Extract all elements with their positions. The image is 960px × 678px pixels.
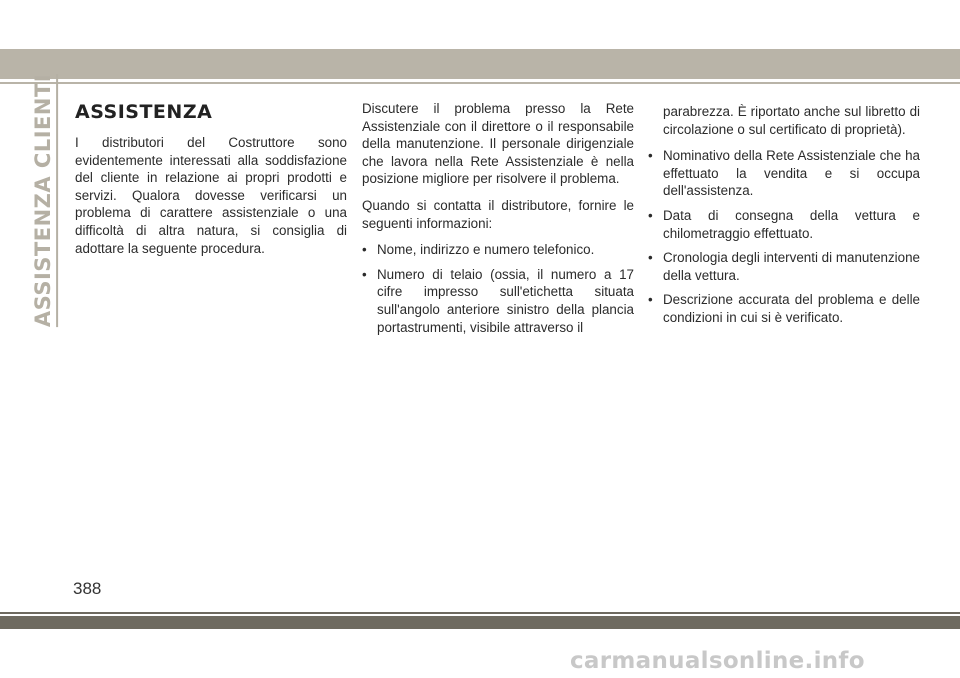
column-right xyxy=(648,103,920,334)
bullet-icon: • xyxy=(362,266,367,282)
list-item xyxy=(648,249,920,284)
section-heading: ASSISTENZA xyxy=(75,101,213,123)
list-item xyxy=(362,266,634,336)
top-header-band xyxy=(0,49,960,79)
list-item-text: Descrizione accurata del problema e delle condizioni in cui si è verificato. xyxy=(663,292,920,325)
watermark-text: carmanualsonline.info xyxy=(570,648,865,674)
list-item-text: Cronologia degli interventi di manutenzione della vettura. xyxy=(663,250,920,283)
bottom-footer-rule xyxy=(0,612,960,614)
section-side-tab-label: ASSISTENZA CLIENTI xyxy=(32,73,59,326)
info-list-part-2 xyxy=(648,103,920,327)
bullet-icon: • xyxy=(648,148,653,164)
column-middle xyxy=(362,100,634,336)
list-item xyxy=(648,207,920,242)
list-item-text: Data di consegna della vettura e chilometraggio effettuato. xyxy=(663,207,920,241)
bullet-icon: • xyxy=(648,207,653,223)
list-item-text: Numero di telaio (ossia, il numero a 17 cifre impresso sull'etichetta situata sull'angolo anteriore sinistro della plancia portastrumenti, visibile attraverso il xyxy=(377,266,634,335)
bullet-icon: • xyxy=(362,242,367,258)
list-item xyxy=(648,147,920,200)
list-item xyxy=(648,291,920,326)
intro-paragraph: I distributori del Costruttore sono evidentemente interessati alla soddisfazione del cliente in relazione ai propri prodotti e servizi. Qualora dovesse verificarsi un problema di carattere assistenziale o una difficoltà di altra natura, si consiglia di adottare la seguente procedura. xyxy=(75,135,347,256)
list-item-text: parabrezza. È riportato anche sul libretto di circolazione o sul certificato di proprietà). xyxy=(663,104,920,137)
top-header-rule xyxy=(0,82,960,84)
bottom-footer-band xyxy=(0,616,960,629)
info-list-part-1 xyxy=(362,241,634,336)
section-side-tab xyxy=(30,73,60,327)
list-item xyxy=(362,241,634,259)
column-left xyxy=(75,100,347,266)
bullet-icon: • xyxy=(648,250,653,266)
discussion-paragraph: Discutere il problema presso la Rete Assistenziale con il direttore o il responsabile della manutenzione. Il personale dirigenziale che lavora nella Rete Assistenziale è nella posizione migliore per risolvere il problema. xyxy=(362,101,634,187)
page-number: 388 xyxy=(73,579,102,598)
list-item-text: Nome, indirizzo e numero telefonico. xyxy=(377,242,595,258)
list-item-text: Nominativo della Rete Assistenziale che ha effettuato la vendita e si occupa dell'assistenza. xyxy=(663,148,920,199)
list-item-continuation xyxy=(648,103,920,138)
contact-info-paragraph: Quando si contatta il distributore, fornire le seguenti informazioni: xyxy=(362,197,634,231)
bullet-icon: • xyxy=(648,292,653,308)
